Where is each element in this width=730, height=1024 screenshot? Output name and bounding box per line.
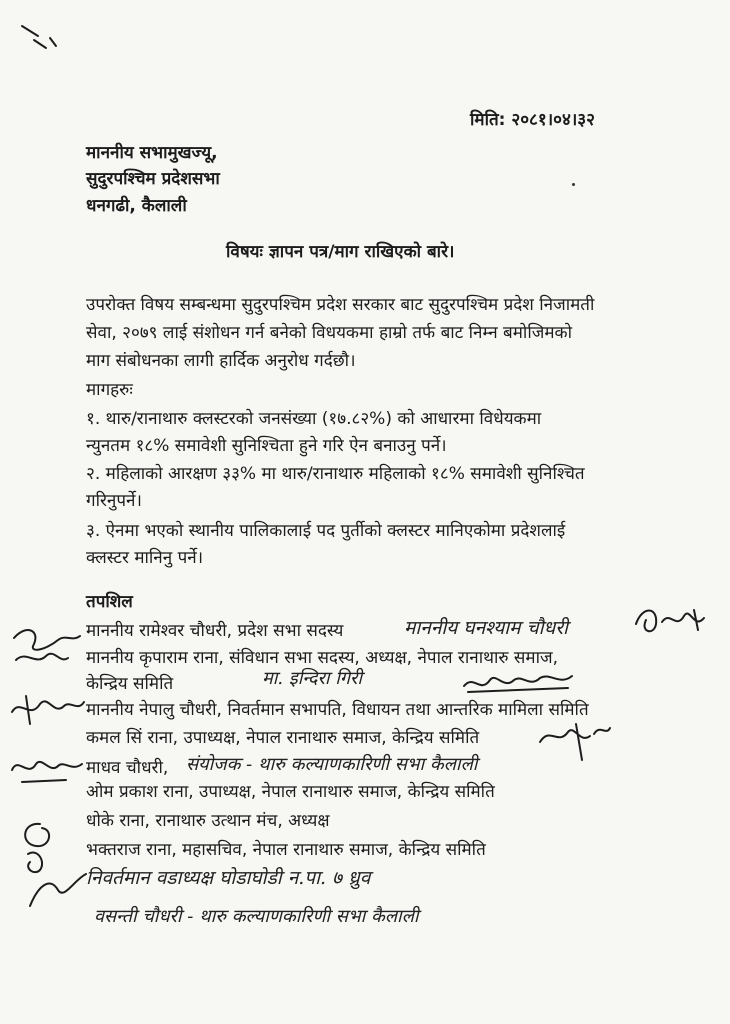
body-line-1: उपरोक्त विषय सम्बन्धमा सुदुरपश्चिम प्रदेश सरकार बाट सुदुरपश्चिम प्रदेश निजामती (86, 295, 595, 315)
signatory-1: माननीय रामेश्वर चौधरी, प्रदेश सभा सदस्य (86, 621, 344, 641)
demand-1-line-1: १. थारु/रानाथारु क्लस्टरको जनसंख्या (१७.८२%) को आधारमा विधेयकमा (86, 409, 542, 429)
signature-margin-2 (6, 690, 86, 730)
letter-subject: विषयः ज्ञापन पत्र/माग राखिएको बारे। (226, 242, 455, 262)
letter-date: मिति: २०८१।०४।३२ (470, 110, 595, 130)
addressee-line-1: माननीय सभामुखज्यू, (86, 143, 218, 163)
corner-marks (20, 22, 60, 52)
demand-3-line-2: क्लस्टर मानिनु पर्ने। (86, 548, 204, 568)
signatory-3: माननीय नेपालु चौधरी, निवर्तमान सभापति, विधायन तथा आन्तरिक मामिला समिति (86, 700, 589, 720)
signatories-heading: तपशिल (86, 592, 133, 612)
signatory-4: कमल सिं राना, उपाध्यक्ष, नेपाल रानाथारु समाज, केन्द्रिय समिति (86, 728, 480, 748)
handwritten-name-1: माननीय घनश्याम चौधरी (404, 617, 568, 639)
stray-dot (572, 183, 575, 186)
signature-margin-3 (6, 750, 88, 790)
demand-2-line-2: गरिनुपर्ने। (86, 491, 142, 511)
demand-3-line-1: ३. ऐनमा भएको स्थानीय पालिकालाई पद पुर्तीको क्लस्टर मानिएकोमा प्रदेशलाई (86, 521, 566, 541)
signature-2-right (460, 668, 580, 698)
signatory-2: माननीय कृपाराम राना, संविधान सभा सदस्य, अध्यक्ष, नेपाल रानाथारु समाज, (86, 648, 559, 668)
handwritten-line-2: वसन्ती चौधरी - थारु कल्याणकारिणी सभा कैलाली (94, 906, 419, 927)
handwritten-title-5: संयोजक - थारु कल्याणकारिणी सभा कैलाली (186, 754, 478, 775)
signature-margin-1 (6, 620, 86, 675)
signatory-5: माधव चौधरी, (86, 758, 169, 778)
signature-4-right (534, 716, 614, 764)
handwritten-name-2: मा. इन्दिरा गिरी (262, 668, 363, 689)
demand-1-line-2: न्युनतम १८% समावेशी सुनिश्चिता हुने गरि ऐन बनाउनु पर्ने। (86, 436, 447, 456)
demands-heading: मागहरुः (86, 380, 133, 400)
signatory-2-continued: केन्द्रिय समिति (86, 674, 174, 694)
signature-margin-5 (24, 866, 94, 916)
addressee-line-2: सुदुरपश्चिम प्रदेशसभा (86, 169, 220, 189)
addressee-line-3: धनगढी, कैलाली (86, 196, 187, 216)
handwritten-line-1: निवर्तमान वडाध्यक्ष घोडाघोडी न.पा. ७ ध्रुव (86, 867, 371, 889)
demand-2-line-1: २. महिलाको आरक्षण ३३% मा थारु/रानाथारु महिलाको १८% समावेशी सुनिश्चित (86, 464, 585, 484)
body-line-3: माग संबोधनका लागी हार्दिक अनुरोध गर्दछौ। (86, 351, 356, 371)
body-line-2: सेवा, २०७९ लाई संशोधन गर्न बनेको विधयकमा हाम्रो तर्फ बाट निम्न बमोजिमको (86, 323, 572, 343)
signatory-8: भक्तराज राना, महासचिव, नेपाल रानाथारु समाज, केन्द्रिय समिति (86, 840, 486, 860)
signatory-6: ओम प्रकाश राना, उपाध्यक्ष, नेपाल रानाथारु समाज, केन्द्रिय समिति (86, 782, 495, 802)
signature-1-right (632, 600, 712, 640)
signatory-7: धोके राना, रानाथारु उत्थान मंच, अध्यक्ष (86, 811, 330, 831)
